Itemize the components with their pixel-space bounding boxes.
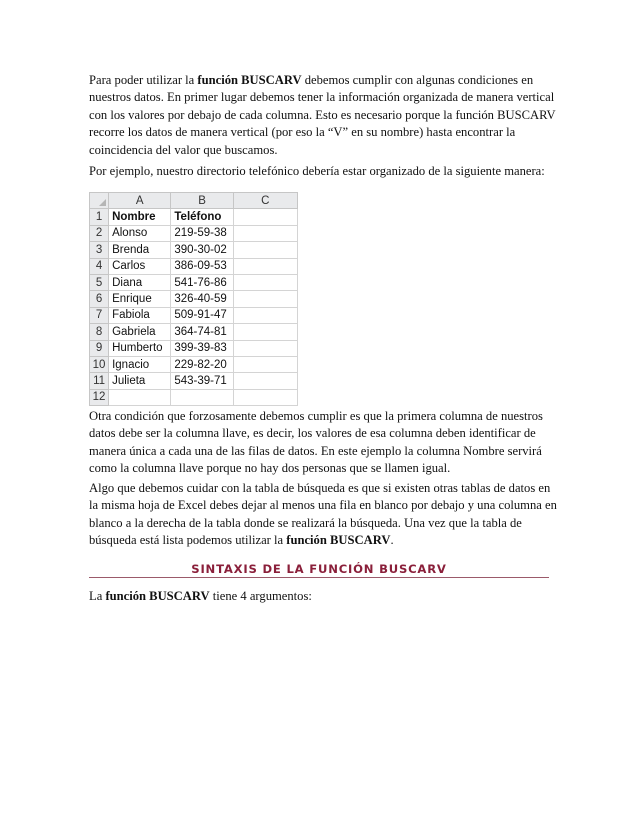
table-row [90,373,298,389]
cell-c[interactable] [233,373,297,389]
cell-b[interactable]: Teléfono [171,209,233,225]
cell-a[interactable]: Julieta [109,373,171,389]
cell-c[interactable] [233,307,297,323]
cell-b[interactable]: 543-39-71 [171,373,233,389]
row-header[interactable]: 7 [90,307,109,323]
cell-b[interactable]: 229-82-20 [171,356,233,372]
cell-c[interactable] [233,389,297,405]
cell-a[interactable]: Humberto [109,340,171,356]
table-row [90,274,298,290]
cell-b[interactable]: 399-39-83 [171,340,233,356]
cell-a[interactable]: Nombre [109,209,171,225]
row-header[interactable]: 2 [90,225,109,241]
cell-c[interactable] [233,340,297,356]
cell-a[interactable]: Enrique [109,291,171,307]
table-row [90,225,298,241]
table-row [90,307,298,323]
cell-b[interactable]: 219-59-38 [171,225,233,241]
row-header[interactable]: 4 [90,258,109,274]
column-header-row [90,193,298,209]
paragraph-text: . [390,533,394,548]
cell-c[interactable] [233,291,297,307]
paragraph-key-column: Otra condición que forzosamente debemos cumplir es que la primera columna de nuestros datos debe ser la columna llave, es decir, los valores de esa columna deben identificar de manera única a cada una de las filas de datos. En este ejemplo la columna Nombre servirá como la columna llave porque no hay dos personas que se llamen igual. [89,409,543,476]
select-all-corner[interactable] [90,193,109,209]
cell-c[interactable] [233,356,297,372]
heading-rule [89,577,549,578]
spreadsheet-table [89,192,298,406]
bold-term: función BUSCARV [105,589,210,603]
row-header[interactable]: 10 [90,356,109,372]
table-row [90,324,298,340]
paragraph-lookup-table [89,480,559,550]
row-header[interactable]: 3 [90,242,109,258]
paragraph-text: debemos cumplir con algunas condiciones en nuestros datos. En primer lugar debemos tener la información organizada de manera vertical con los valores por debajo de cada columna. Esto es necesario porque la función BUSCARV recorre los datos de manera vertical (por eso la “V” en su nombre) hasta encontrar la coincidencia del valor que buscamos. [89,73,556,157]
paragraph-text: Algo que debemos cuidar con la tabla de búsqueda es que si existen otras tablas de datos en la misma hoja de Excel debes dejar al menos una fila en blanco por debajo y una columna en blanco a la derecha de la tabla donde se realizará la búsqueda. Una vez que la tabla de búsqueda está lista podemos utilizar la [89,481,557,548]
column-header-b[interactable]: B [171,193,233,209]
cell-a[interactable]: Carlos [109,258,171,274]
cell-c[interactable] [233,242,297,258]
cell-c[interactable] [233,258,297,274]
table-row [90,389,298,405]
cell-c[interactable] [233,209,297,225]
cell-b[interactable] [171,389,233,405]
cell-b[interactable]: 386-09-53 [171,258,233,274]
column-header-c[interactable]: C [233,193,297,209]
row-header[interactable]: 12 [90,389,109,405]
cell-b[interactable]: 541-76-86 [171,274,233,290]
cell-b[interactable]: 390-30-02 [171,242,233,258]
row-header[interactable]: 9 [90,340,109,356]
cell-a[interactable]: Fabiola [109,307,171,323]
paragraph-arguments [89,588,559,605]
row-header[interactable]: 5 [90,274,109,290]
row-header[interactable]: 11 [90,373,109,389]
cell-a[interactable]: Diana [109,274,171,290]
table-row [90,209,298,225]
column-header-a[interactable]: A [109,193,171,209]
section-heading: SINTAXIS DE LA FUNCIÓN BUSCARV [191,562,447,576]
table-row [90,242,298,258]
cell-a[interactable] [109,389,171,405]
paragraph-text: Para poder utilizar la [89,73,198,87]
paragraph-text: tiene 4 argumentos: [209,589,312,603]
cell-b[interactable]: 509-91-47 [171,307,233,323]
table-row [90,291,298,307]
cell-b[interactable]: 364-74-81 [171,324,233,340]
paragraph-text: La [89,589,106,603]
paragraph-example: Por ejemplo, nuestro directorio telefónico debería estar organizado de la siguiente manera: [89,164,545,178]
row-header[interactable]: 6 [90,291,109,307]
cell-a[interactable]: Brenda [109,242,171,258]
row-header[interactable]: 8 [90,324,109,340]
cell-a[interactable]: Ignacio [109,356,171,372]
bold-term: función BUSCARV [197,73,302,87]
cell-b[interactable]: 326-40-59 [171,291,233,307]
cell-a[interactable]: Gabriela [109,324,171,340]
table-row [90,258,298,274]
table-row [90,340,298,356]
bold-term: función BUSCARV [286,533,391,548]
paragraph-intro [89,72,559,159]
cell-c[interactable] [233,324,297,340]
cell-a[interactable]: Alonso [109,225,171,241]
cell-c[interactable] [233,225,297,241]
cell-c[interactable] [233,274,297,290]
table-row [90,356,298,372]
row-header[interactable]: 1 [90,209,109,225]
